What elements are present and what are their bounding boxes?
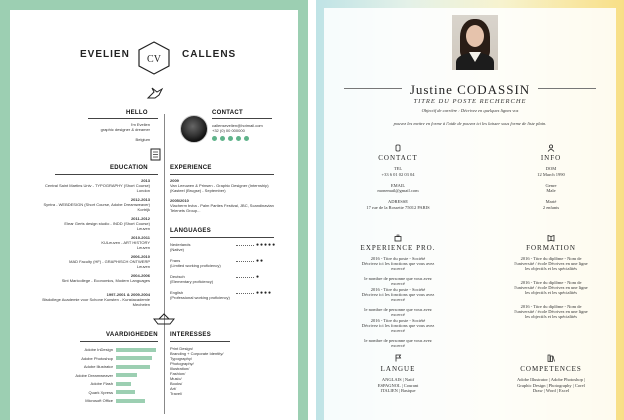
social-icon[interactable] [220, 136, 225, 141]
person-icon [547, 144, 555, 152]
skill-level-bar [116, 390, 135, 394]
skill-level-bar [116, 356, 152, 360]
skill-label: Adobe Dreamweaver [75, 372, 113, 378]
cv-evelien-sheet [10, 10, 298, 420]
skill-label: Quark Xpress [88, 389, 113, 395]
experience-line: excercé [391, 297, 405, 302]
exp-year: 2009 [170, 178, 179, 183]
hello-line-4: Belgium [135, 137, 150, 142]
experience-heading: EXPERIENCE [170, 165, 212, 171]
skill-level-bar [116, 348, 156, 352]
info-line: 12 March 1990 [537, 171, 565, 177]
language-name: Frans [170, 258, 181, 263]
formation-line: 2016 - Titre du diplôme - Nom de [520, 304, 582, 309]
document-icon [150, 148, 161, 161]
edu-year: 2010-2011 [131, 235, 150, 240]
edu-year: 2006-2010 [130, 254, 150, 259]
hello-rule [88, 118, 158, 119]
hello-line-1: I'm Evelien [130, 122, 150, 127]
interest-item: Print Design/ [170, 346, 193, 351]
edu-year: 2012-2013 [130, 197, 150, 202]
edu-place: Mechelen [132, 302, 150, 307]
language-dotted-rule [236, 261, 254, 262]
contact-rule [212, 118, 272, 119]
experience-rule [170, 174, 274, 175]
langue-heading: LANGUE [380, 365, 416, 373]
formation-heading: FORMATION [526, 244, 576, 252]
edu-place: Leuven [136, 245, 150, 250]
profile-photo [452, 15, 498, 70]
experience-line: 2016 - Titre du poste - Société [370, 256, 426, 261]
info-line: Marié [545, 199, 557, 204]
skill-level-bar [116, 399, 145, 403]
book-icon [547, 234, 555, 242]
interest-item: Art/ [170, 386, 177, 391]
contact-line: EMAIL [390, 182, 406, 188]
contact-heading: CONTACT [378, 154, 418, 162]
langue-line: ANGLAIS | Natif [381, 377, 415, 382]
education-heading: EDUCATION [110, 165, 148, 171]
languages-rule [170, 237, 274, 238]
formation-line: l'université / école Décrivez en une ligne [514, 309, 588, 314]
language-dots: ●● [256, 258, 265, 264]
interests-heading: INTERESSES [170, 332, 212, 338]
language-level: (Native) [170, 247, 185, 252]
edu-year: 2004-2006 [130, 273, 150, 278]
interests-rule [170, 341, 230, 342]
interest-item: Travel/ [170, 391, 183, 396]
exp-text: Vlacherm bvba - Palm Parties Festival, JBC, Scandinavian [170, 203, 274, 208]
experience-line: 2016 - Titre du poste - Société [370, 318, 426, 323]
center-divider [164, 114, 165, 414]
language-dots: ●●●●● [256, 242, 277, 248]
flag-icon [394, 354, 402, 362]
language-level: (Elementary proficiency) [170, 279, 214, 284]
contact-phone: +32 (0) 00 000000 [212, 128, 245, 133]
skill-label: Adobe Photoshop [81, 355, 113, 361]
exp-year: 2005/2010 [170, 198, 189, 203]
interest-item: Photography/ [170, 361, 194, 366]
edu-place: Leuven [136, 264, 150, 269]
edu-text: Syntra - WEBDESIGN (Short Course, Adobe Dreamweaver) [43, 202, 150, 207]
formation-line: les objectifs et les spécialités [525, 314, 577, 319]
langue-line: ESPAGNOL | Courant [377, 382, 419, 388]
experience-heading: EXPERIENCE PRO. [360, 244, 436, 252]
formation-line: les objectifs et les spécialités [525, 266, 577, 271]
info-line: Male [546, 188, 556, 193]
skill-level-bar [116, 382, 131, 386]
interest-item: Typography/ [170, 356, 193, 361]
hello-heading: HELLO [126, 110, 148, 116]
skill-label: Adobe Flash [90, 381, 113, 386]
avatar [180, 115, 208, 143]
hello-line-2: graphic designer & dreamer [100, 127, 150, 132]
formation-line: l'université / école Décrivez en une ligne [514, 285, 588, 290]
language-level: (Limited working proficiency) [170, 263, 221, 268]
exp-text: Van Leeuwen & Prinsen - Graphic Designer (Internship) [170, 183, 269, 188]
edu-text: Bisdollege Academie voor Schone Kunsten - Kunstacademie [42, 297, 150, 302]
cv-justine-page [316, 0, 624, 420]
interest-item: Branding + Corporate Identity/ [170, 351, 224, 356]
edu-place: Kortrijk [137, 207, 150, 212]
interest-item: Music/ [170, 376, 182, 381]
edu-text: KULeuven - ART HISTORY [101, 240, 150, 245]
bird-icon [146, 86, 164, 102]
competence-line: Draw | Word | Excel [532, 388, 570, 393]
experience-line: le nombre de personne que vous avez [364, 338, 432, 343]
contact-line: +33 6 01 02 03 04 [381, 171, 415, 177]
language-dots: ●●●● [256, 290, 273, 296]
experience-line: excercé [391, 343, 405, 348]
language-level: (Professional working proficiency) [170, 295, 230, 300]
langue-line: ITALIEN | Basique [380, 388, 416, 393]
languages-heading: LANGUAGES [170, 228, 212, 234]
skill-label: Adobe InDesign [84, 347, 113, 352]
language-dotted-rule [236, 245, 254, 246]
career-objective: Objectif de carrière : Décrivez en quelques lignes vos [421, 108, 519, 113]
skill-label: Adobe Illustrator [83, 364, 113, 369]
edu-place: Leuven [136, 226, 150, 231]
edu-text: MAD Faculty (HF) - GRAPHISCH ONTWERP [69, 259, 150, 264]
skills-heading: VAARDIGHEDEN [106, 332, 158, 338]
edu-year: 2011-2012 [131, 216, 150, 221]
exp-sub: (Kasteel (Brugse) - September) [170, 188, 226, 193]
formation-line: 2016 - Titre du diplôme - Nom de [520, 256, 582, 261]
phone-icon [394, 144, 402, 152]
edu-year: 1997-2001 & 2009-2004 [106, 292, 150, 297]
competences-heading: COMPETENCES [520, 365, 582, 373]
cv-justine-sheet [324, 8, 616, 420]
info-line: Genre [545, 182, 557, 188]
last-name: CALLENS [182, 49, 237, 60]
info-line: DOM [545, 166, 557, 171]
cv-evelien-page [0, 0, 308, 420]
language-name: Deutsch [170, 274, 185, 279]
edu-place: London [136, 188, 150, 193]
experience-line: excercé [391, 281, 405, 286]
cv-hexagon-logo [136, 40, 172, 76]
contact-line: monemail@gmail.com [377, 188, 419, 193]
contact-heading: CONTACT [212, 110, 243, 116]
experience-line: excercé [391, 266, 405, 271]
experience-line: le nombre de personne que vous avez [364, 276, 432, 281]
skills-rule [80, 341, 158, 342]
contact-line: 17 rue de la Rossette 75012 PARIS [366, 204, 430, 210]
experience-line: 2016 - Titre du poste - Société [370, 287, 426, 292]
books-icon [547, 354, 555, 362]
candidate-name: Justine CODASSIN [409, 82, 531, 97]
language-name: Nederlands [170, 242, 191, 247]
contact-line: TEL [393, 166, 403, 171]
experience-line: excercé [391, 328, 405, 333]
competence-line: Adobe Illustrator | Adobe Photoshop | [517, 377, 585, 382]
social-icon[interactable] [236, 136, 241, 141]
skill-label: Microsoft Office [85, 398, 113, 403]
experience-line: excercé [391, 312, 405, 317]
experience-line: Décrivez ici les fonctions que vous avez [361, 323, 435, 328]
exp-sub: Telenets Group... [170, 208, 201, 213]
social-icon[interactable] [228, 136, 233, 141]
interest-item: Books/ [170, 381, 183, 386]
contact-line: ADRESSE [387, 199, 408, 204]
edu-text: Central Saint Martins Univ - TYPOGRAPHY (Short Course) [45, 183, 150, 188]
svg-text:CV: CV [147, 54, 161, 65]
edu-text: Sint Maricollege - Economics, Modern Languages [61, 278, 150, 283]
edu-year: 2013 [141, 178, 150, 183]
formation-line: l'université / école Décrivez en une ligne [514, 261, 588, 266]
social-icon[interactable] [212, 136, 217, 141]
education-rule [55, 174, 158, 175]
competence-line: Graphic Design | Photography | Corel [517, 382, 585, 388]
contact-email: callensevelien@hotmail.com [212, 123, 263, 128]
language-name: English [170, 290, 184, 295]
skill-level-bar [116, 373, 137, 377]
social-icon[interactable] [244, 136, 249, 141]
info-line: 2 enfants [542, 204, 560, 210]
first-name: EVELIEN [80, 49, 130, 60]
briefcase-icon [394, 234, 402, 242]
experience-line: le nombre de personne que vous avez [364, 307, 432, 312]
interest-item: Illustration/ [170, 366, 190, 371]
experience-line: Décrivez ici les fonctions que vous avez [361, 292, 435, 297]
skill-level-bar [116, 365, 150, 369]
experience-line: Décrivez ici les fonctions que vous avez [361, 261, 435, 266]
edu-text: Elear Gerts design studio - INDD (Short Course) [64, 221, 150, 226]
job-title: TITRE DU POSTE RECHERCHE [413, 98, 527, 105]
language-dots: ● [256, 274, 261, 280]
info-heading: INFO [540, 154, 562, 162]
language-dotted-rule [236, 293, 254, 294]
paper-boat-icon [153, 313, 175, 325]
interest-item: Fashion/ [170, 371, 186, 376]
language-dotted-rule [236, 277, 254, 278]
formation-line: les objectifs et les spécialités [525, 290, 577, 295]
intro-text: pouvez les mettre en forme à l'aide de pouvez ici les laisser sous forme de liste plain. [393, 121, 547, 126]
formation-line: 2016 - Titre du diplôme - Nom de [520, 280, 582, 285]
